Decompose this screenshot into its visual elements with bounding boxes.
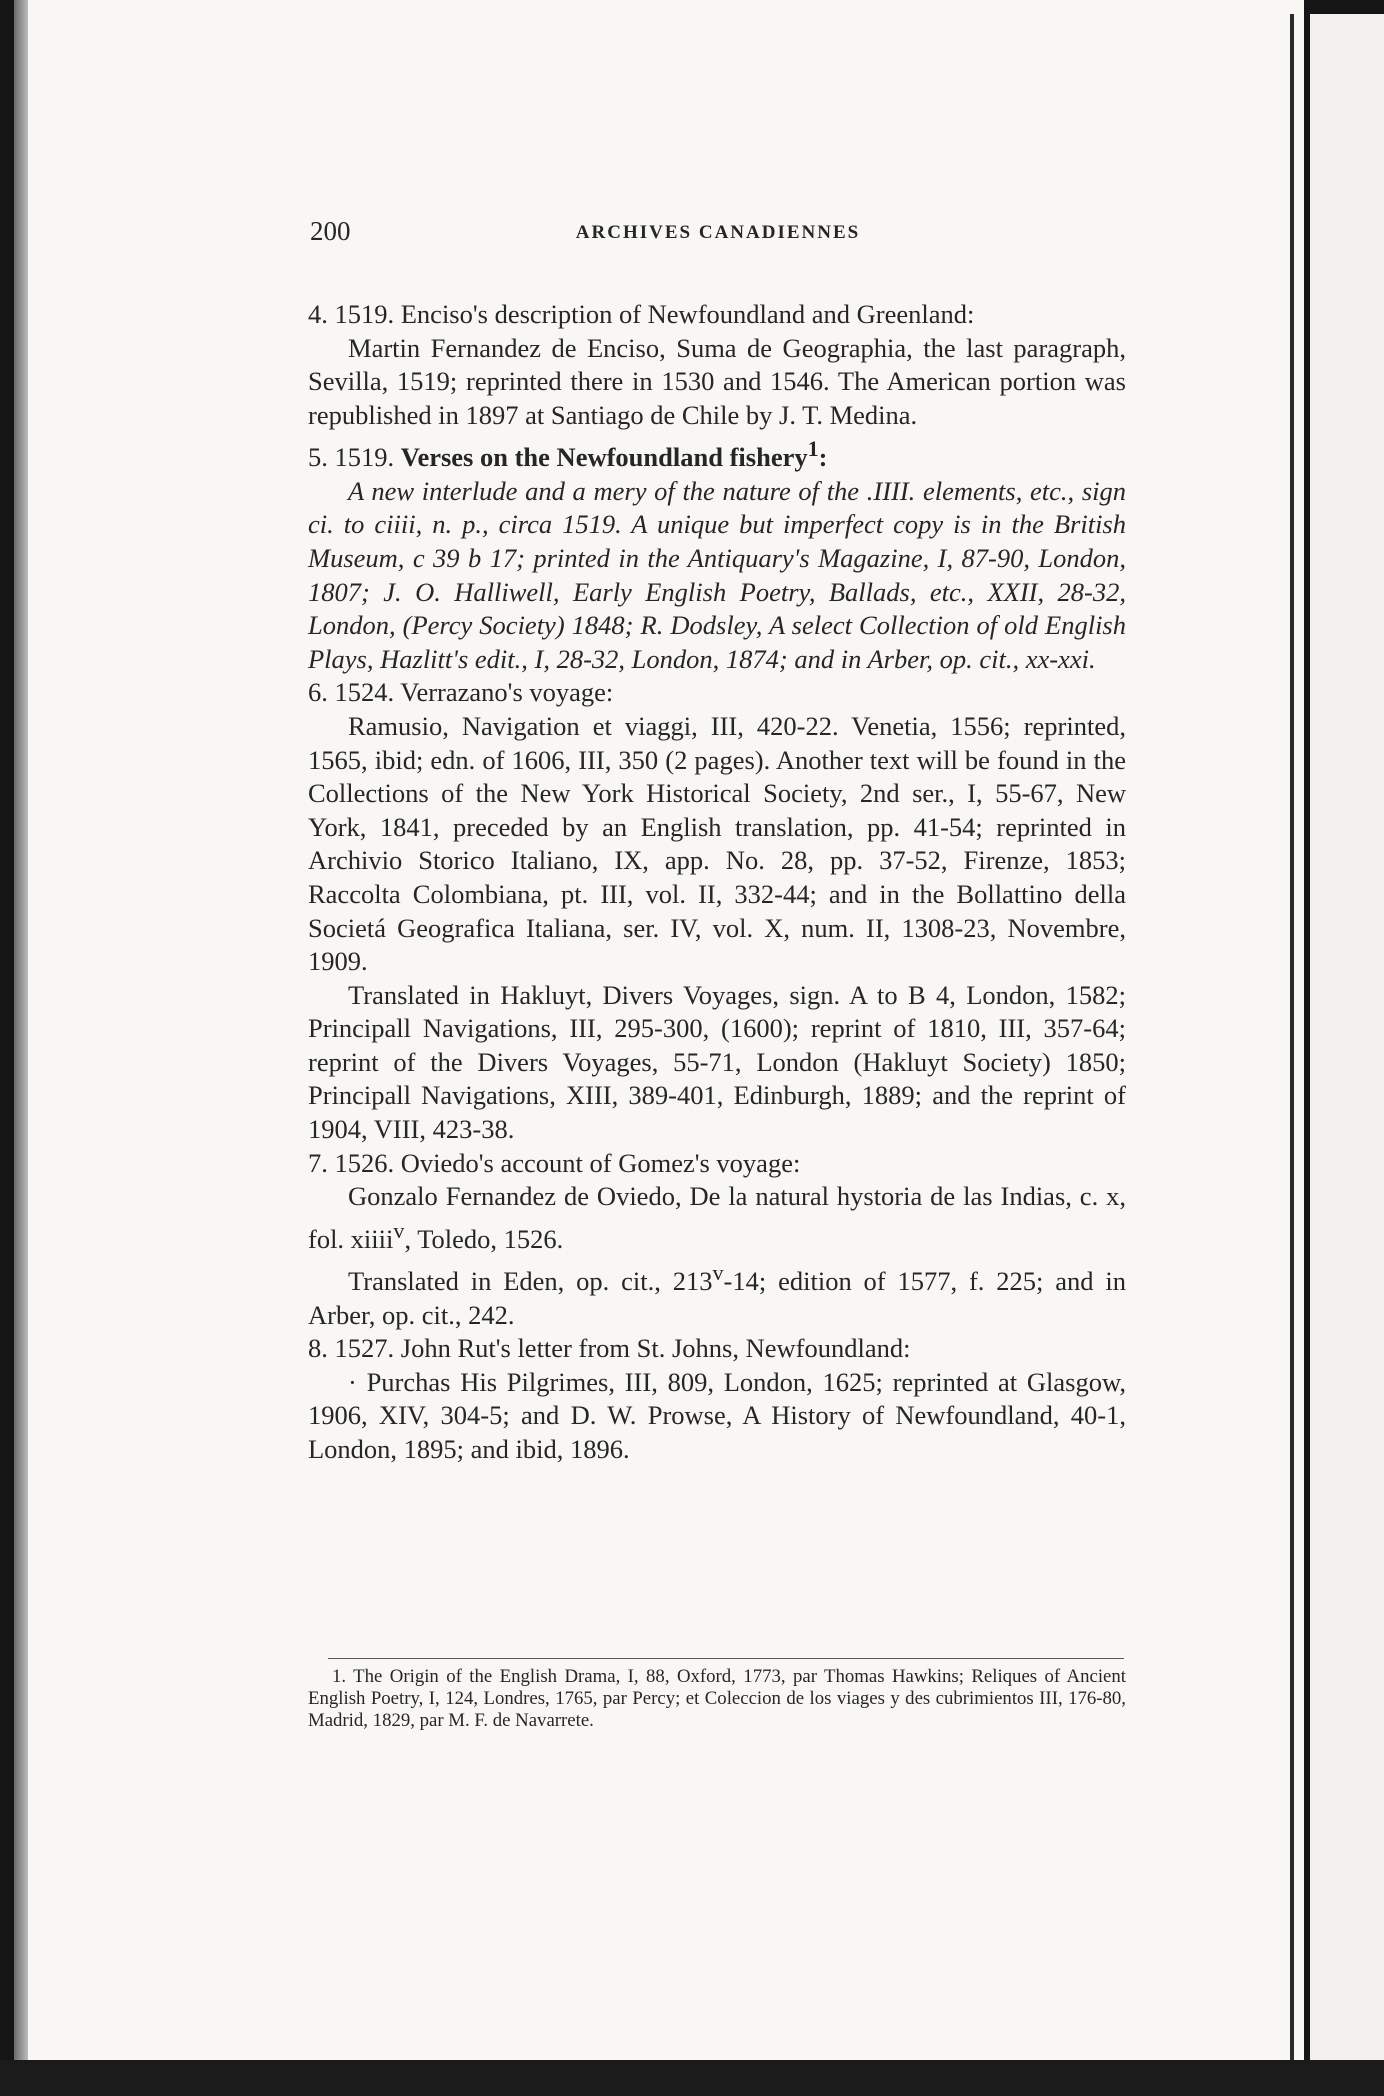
page-body bbox=[308, 298, 1126, 1467]
running-head bbox=[310, 216, 1126, 256]
footnote-rule bbox=[328, 1658, 1124, 1659]
page-number: 200 bbox=[310, 216, 351, 246]
entry-7-sup-1: v bbox=[393, 1217, 405, 1243]
entry-7-paragraph-1 bbox=[308, 1180, 1126, 1256]
scan-bottom-band bbox=[0, 2060, 1384, 2096]
entry-7-paragraph-1-text: Gonzalo Fernandez de Oviedo, De la natural hystoria de las Indias, c. x, fol. xiiii bbox=[308, 1181, 1126, 1254]
entry-6-heading: 6. 1524. Verrazano's voyage: bbox=[308, 677, 614, 708]
entry-5-title: Verses on the Newfoundland fishery bbox=[400, 442, 808, 473]
entry-6-paragraph-1: Ramusio, Navigation et viaggi, III, 420-22. Venetia, 1556; reprinted, 1565, ibid; edn. of 1606, III, 350 (2 pages). Another text will be found in the Collections of the New York Historical Society, 2nd ser., I, 55-67, New York, 1841, preceded by an English translation, pp. 41-54; reprinted in Archivio Storico Italiano, IX, app. No. 28, pp. 37-52, Firenze, 1853; Raccolta Colombiana, pt. III, vol. II, 332-44; and in the Bollattino della Societá Geografica Italiana, ser. IV, vol. X, num. II, 1308-23, Novembre, 1909. bbox=[308, 710, 1126, 977]
footnotes bbox=[308, 1666, 1126, 1732]
page-edge-shadow bbox=[1290, 14, 1294, 2060]
facing-page-strip bbox=[1310, 14, 1384, 2060]
entry-7-heading: 7. 1526. Oviedo's account of Gomez's voyage: bbox=[308, 1147, 801, 1178]
entry-7-sup-2: v bbox=[712, 1260, 724, 1286]
entry-7-paragraph-2-tail: -14; bbox=[723, 1266, 767, 1297]
book-page bbox=[14, 0, 1304, 2060]
entry-6-paragraph-2: Translated in Hakluyt, Divers Voyages, sign. A to B 4, London, 1582; Principall Navigations, III, 295-300, (1600); reprint of 1810, III, 357-64; reprint of the Divers Voyages, 55-71, London (Hakluyt Society) 1850; Principall Navigations, XIII, 389-401, Edinburgh, 1889; and the reprint of 1904, VIII, 423-38. bbox=[308, 979, 1126, 1145]
entry-7-paragraph-2-text: Translated in Eden, op. cit., 213 bbox=[348, 1266, 713, 1297]
entry-8-paragraph: · Purchas His Pilgrimes, III, 809, London, 1625; reprinted at Glasgow, 1906, XIV, 304-5; and D. W. Prowse, A History of Newfoundland, 40-1, London, 1895; and ibid, 1896. bbox=[308, 1366, 1126, 1465]
page-binding-shadow bbox=[14, 0, 28, 2060]
running-head-title: ARCHIVES CANADIENNES bbox=[575, 222, 861, 243]
entry-5-paragraph: A new interlude and a mery of the nature of the .IIII. elements, etc., sign ci. to ciiii, n. p., circa 1519. A unique but imperfect copy is in the British Museum, c 39 b 17; printed in the Antiquary's Magazine, I, 87-90, London, 1807; J. O. Halliwell, Early English Poetry, Ballads, etc., XXII, 28-32, London, (Percy Society) 1848; R. Dodsley, A select Collection of old English Plays, Hazlitt's edit., I, 28-32, London, 1874; and in Arber, op. cit., xx-xxi. bbox=[308, 475, 1126, 674]
entry-5-heading bbox=[308, 432, 1126, 474]
entry-7-paragraph-1-tail: , Toledo, 1526. bbox=[404, 1223, 564, 1254]
footnote-1: 1. The Origin of the English Drama, I, 88, Oxford, 1773, par Thomas Hawkins; Reliques of Ancient English Poetry, I, 124, Londres, 1765, par Percy; et Coleccion de los viages y des cubrimientos III, 176-80, Madrid, 1829, par M. F. de Navarrete. bbox=[308, 1666, 1126, 1731]
entry-7-paragraph-2 bbox=[308, 1256, 1126, 1332]
footnote-marker: 1 bbox=[807, 436, 819, 462]
entry-8-heading: 8. 1527. John Rut's letter from St. Johns, Newfoundland: bbox=[308, 1333, 911, 1364]
entry-4-heading: 4. 1519. Enciso's description of Newfoundland and Greenland: bbox=[308, 299, 975, 329]
entry-7-paragraph-2-rest: edition of 1577, f. 225; and in Arber, op. cit., 242. bbox=[308, 1266, 1126, 1330]
entry-4-paragraph: Martin Fernandez de Enciso, Suma de Geographia, the last paragraph, Sevilla, 1519; reprinted there in 1530 and 1546. The American portion was republished in 1897 at Santiago de Chile by J. T. Medina. bbox=[308, 332, 1126, 430]
entry-5-number: 5. 1519. bbox=[308, 442, 395, 473]
entry-5-colon: : bbox=[818, 442, 828, 473]
